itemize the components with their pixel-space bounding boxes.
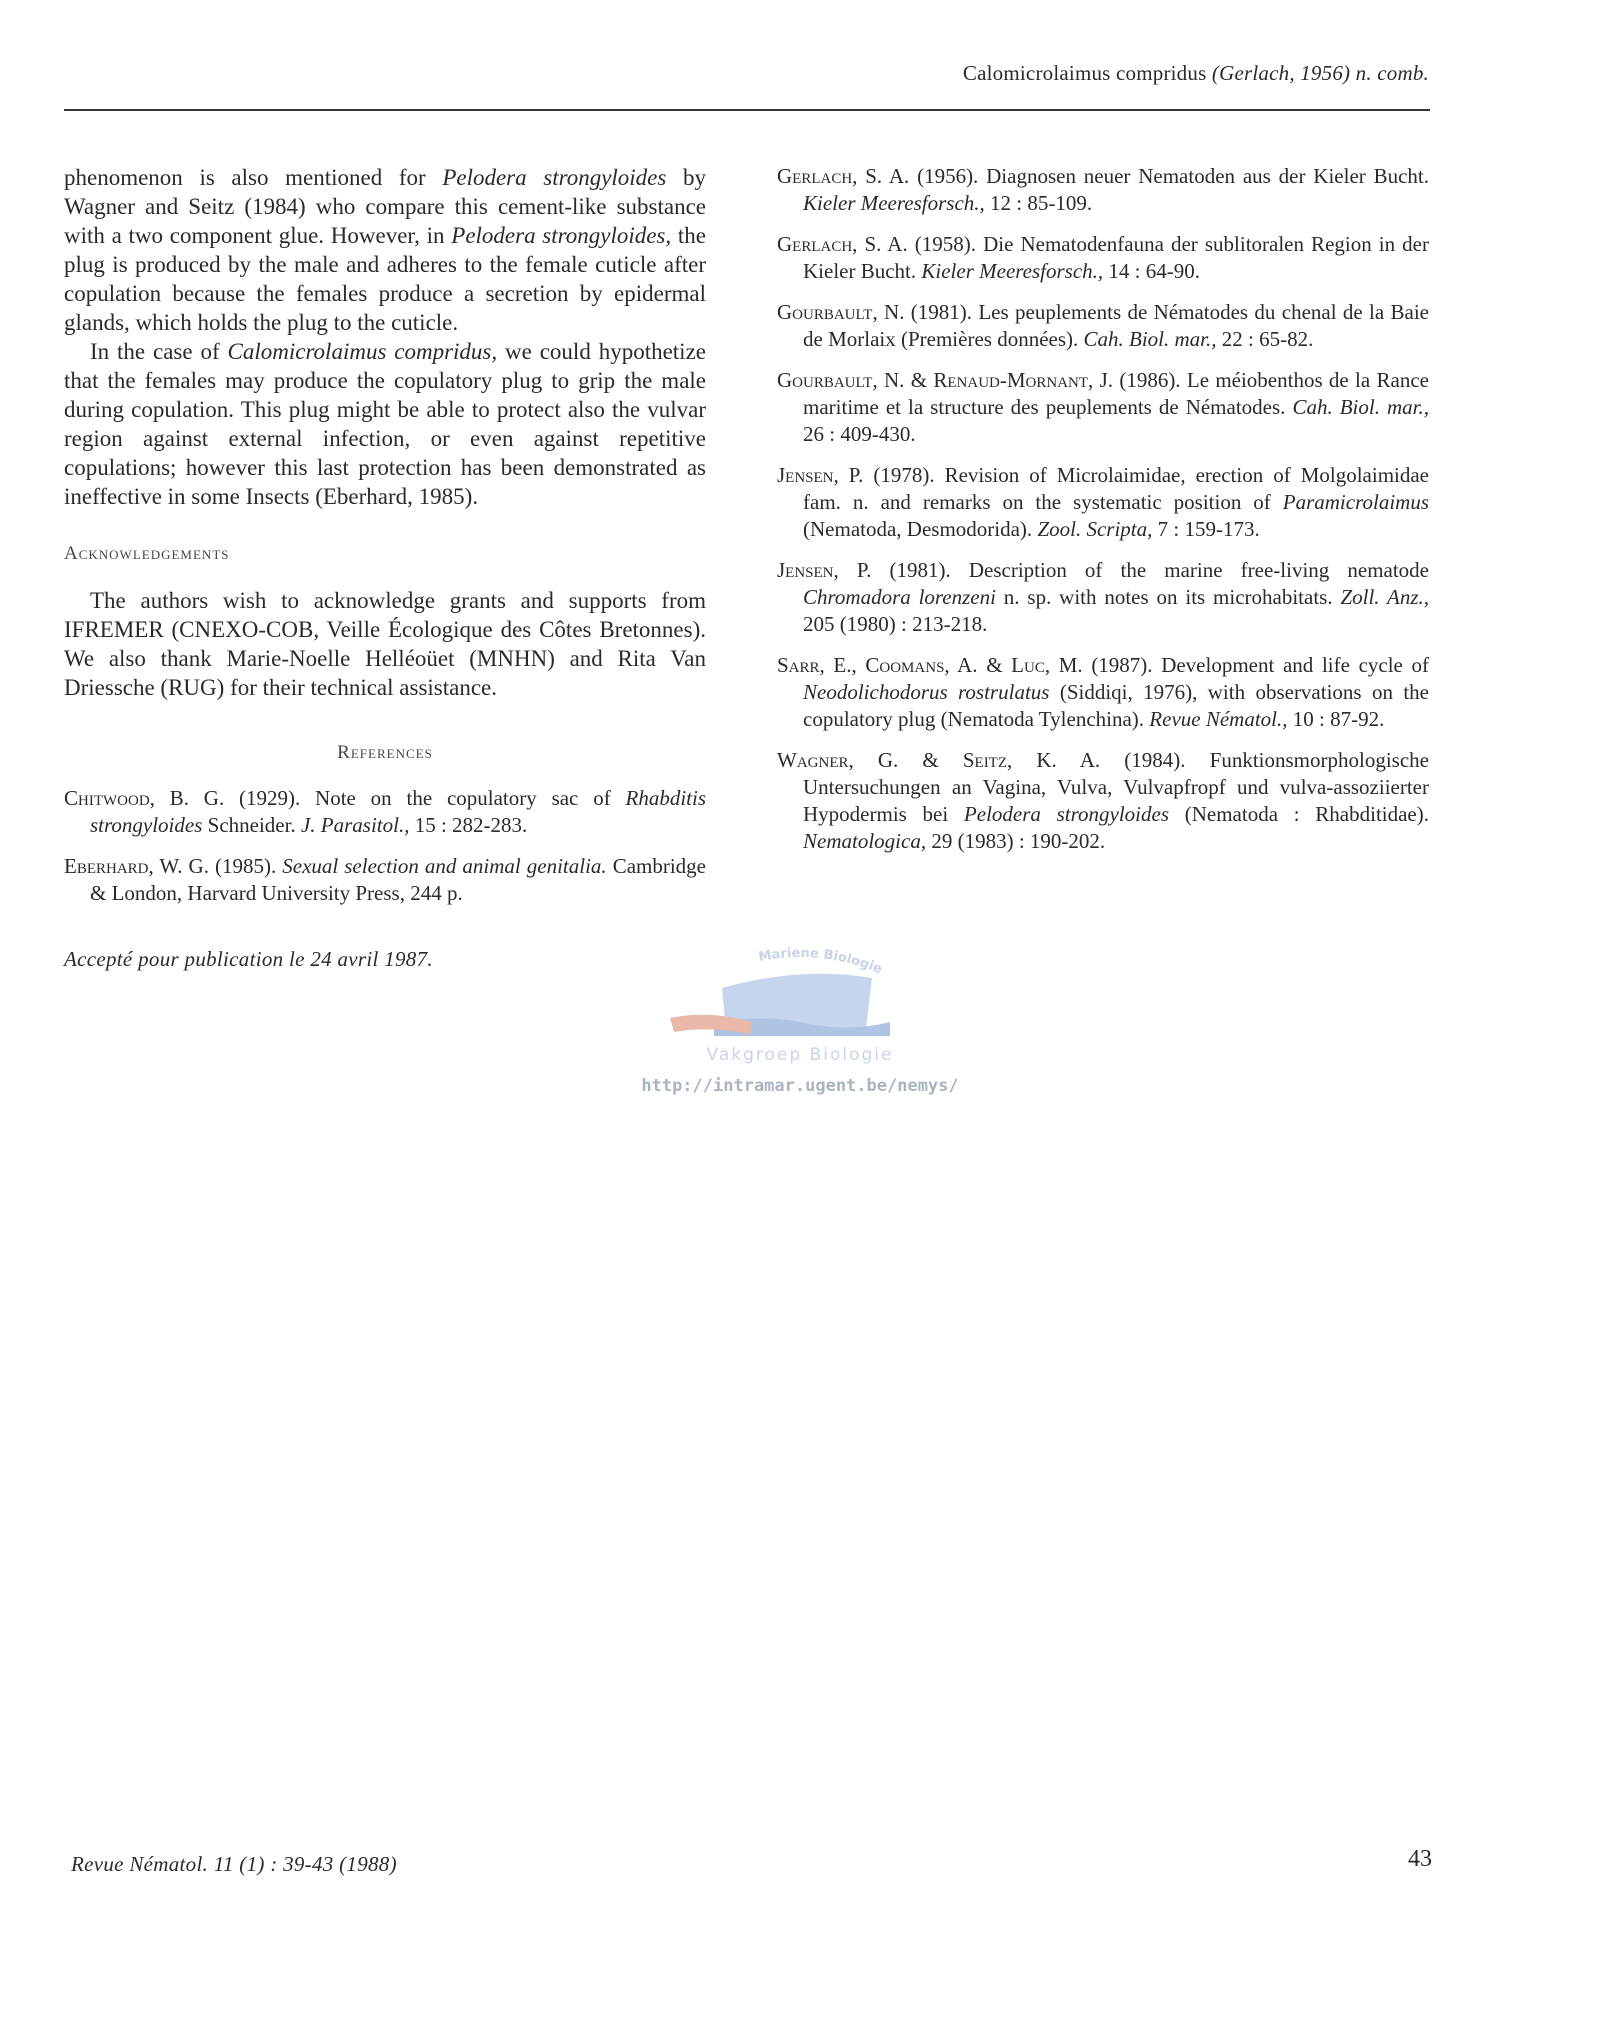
right-reference-list — [777, 163, 1429, 855]
text-run: (1984). Funktionsmorphologische Untersuchungen an Vagina, Vulva, Vulvapfropf und vulva-assoziierter Hypodermis bei — [803, 748, 1429, 826]
text-run: (1929). Note on the copulatory sac of — [224, 786, 626, 810]
text-run: (1985). — [208, 854, 283, 878]
reference-entry — [777, 367, 1429, 448]
watermark — [640, 938, 960, 1108]
text-run: (1958). Die Nematodenfauna der sublitoralen Region in der Kieler Bucht. — [803, 232, 1429, 283]
species-name: Pelodera strongyloides, — [451, 223, 672, 248]
text-run: 14 : 64-90. — [1103, 259, 1200, 283]
reference-entry — [777, 163, 1429, 217]
text-run: 22 : 65-82. — [1216, 327, 1314, 351]
text-run: (1986). Le méiobenthos de la Rance maritime et la structure des peuplements de Nématodes. — [803, 368, 1429, 419]
text-run-italic: Cah. Biol. mar., — [1292, 395, 1429, 419]
text-run: phenomenon is also mentioned for — [64, 165, 443, 190]
acknowledgements-heading: Acknowledgements — [64, 543, 230, 564]
reference-author: Gourbault, N. — [777, 300, 905, 324]
reference-entry — [64, 853, 706, 907]
text-run: 205 (1980) : 213-218. — [803, 612, 988, 636]
reference-author: Eberhard, W. G. — [64, 854, 209, 878]
text-run: 7 : 159-173. — [1152, 517, 1260, 541]
text-run: 12 : 85-109. — [984, 191, 1093, 215]
species-name: Calomicrolaimus compridus, — [227, 339, 498, 364]
reference-entry — [777, 462, 1429, 543]
text-run: (1956). Diagnosen neuer Nematoden aus der Kieler Bucht. — [909, 164, 1429, 188]
text-run-italic: Kieler Meeresforsch., — [921, 259, 1104, 283]
acknowledgements-text: The authors wish to acknowledge grants and supports from IFREMER (CNEXO-COB, Veille Écologique des Côtes Bretonnes). We also thank Marie-Noelle Helléoüet (MNHN) and Rita Van Driessche (RUG) for their technical assistance. — [64, 588, 706, 700]
text-run: Schneider. — [202, 813, 301, 837]
reference-entry — [777, 747, 1429, 855]
text-run: Cambridge & London, Harvard University Press, 244 p. — [90, 854, 706, 905]
text-run-italic: Nematologica, — [803, 829, 927, 853]
watermark-arc-text — [757, 946, 884, 977]
reference-author: Jensen, P. — [777, 463, 864, 487]
text-run-italic: Rhabditis strongyloides — [90, 786, 707, 837]
reference-author: Gerlach, S. A. — [777, 232, 908, 256]
text-run-italic: Sexual selection and animal genitalia. — [282, 854, 607, 878]
left-reference-list — [64, 785, 706, 907]
text-run: (Siddiqi, 1976), with observations on the copulatory plug (Nematoda Tylenchina). — [803, 680, 1429, 731]
header-rule — [64, 109, 1430, 111]
text-run-italic: Cah. Biol. mar., — [1083, 327, 1217, 351]
watermark-arc-label: Mariene Biologie — [757, 945, 885, 978]
acceptance-note: Accepté pour publication le 24 avril 1987. — [64, 947, 433, 971]
text-run-italic: Paramicrolaimus — [1282, 490, 1429, 514]
reference-author: Jensen, P. — [777, 558, 872, 582]
text-run: the plug is produced by the male and adheres to the female cuticle after copulation because the females produce a secretion by epidermal glands, which holds the plug to the cuticle. — [64, 223, 706, 335]
text-run: (Nematoda, Desmodorida). — [803, 517, 1038, 541]
reference-entry — [777, 299, 1429, 353]
reference-entry — [777, 231, 1429, 285]
reference-entry — [64, 785, 706, 839]
reference-author: Sarr, E., Coomans, A. & Luc, M. — [777, 653, 1083, 677]
reference-entry — [777, 557, 1429, 638]
right-column — [777, 163, 1429, 869]
text-run-italic: Zoll. Anz., — [1340, 585, 1429, 609]
text-run: 26 : 409-430. — [803, 422, 916, 446]
text-run: n. sp. with notes on its microhabitats. — [995, 585, 1341, 609]
text-run: we could hypothetize that the females may produce the copulatory plug to grip the male during copulation. This plug might be able to protect also the vulvar region against external infection, or even against repetitive copulations; however this last protection has been demonstrated as ineffective in some Insects (Eberhard, 1985). — [64, 339, 706, 509]
watermark-url: http://intramar.ugent.be/nemys/ — [641, 1076, 959, 1096]
text-run-italic: Chromadora lorenzeni — [803, 585, 996, 609]
text-run: (Nematoda : Rhabditidae). — [1169, 802, 1429, 826]
text-run-italic: Neodolichodorus rostrulatus — [803, 680, 1050, 704]
text-run: (1981). Les peuplements de Nématodes du chenal de la Baie de Morlaix (Premières données). — [803, 300, 1429, 351]
text-run-italic: Pelodera strongyloides — [963, 802, 1169, 826]
reference-entry — [777, 652, 1429, 733]
text-run: 10 : 87-92. — [1287, 707, 1385, 731]
text-run: (1987). Development and life cycle of — [1082, 653, 1430, 677]
text-run: (1978). Revision of Microlaimidae, erection of Molgolaimidae fam. n. and remarks on the systematic position of — [803, 463, 1429, 514]
text-run: 15 : 282-283. — [409, 813, 528, 837]
text-run: by Wagner and Seitz (1984) who compare this cement-like substance with a two component glue. However, in — [64, 165, 706, 248]
text-run: 29 (1983) : 190-202. — [926, 829, 1106, 853]
text-run-italic: J. Parasitol., — [300, 813, 410, 837]
running-head-authority: (Gerlach, 1956) n. comb. — [1211, 61, 1429, 85]
reference-author: Gourbault, N. & Renaud-Mornant, J. — [777, 368, 1114, 392]
left-column — [64, 163, 706, 995]
text-run-italic: Kieler Meeresforsch., — [803, 191, 985, 215]
text-run: In the case of — [90, 339, 228, 364]
watermark-subtitle: Vakgroep Biologie — [706, 1045, 894, 1065]
reference-author: Chitwood, B. G. — [64, 786, 225, 810]
page-number: 43 — [1408, 1846, 1432, 1872]
species-name: Pelodera strongyloides — [442, 165, 667, 190]
text-run-italic: Revue Nématol., — [1149, 707, 1288, 731]
running-head-species: Calomicrolaimus compridus — [962, 61, 1207, 85]
reference-author: Wagner, G. & Seitz, K. A. — [777, 748, 1101, 772]
footer-citation: Revue Nématol. 11 (1) : 39-43 (1988) — [71, 1852, 397, 1876]
body-paragraph-2 — [64, 337, 706, 511]
references-heading: References — [337, 742, 433, 763]
body-paragraph-1 — [64, 163, 706, 337]
reference-author: Gerlach, S. A. — [777, 164, 910, 188]
text-run-italic: Zool. Scripta, — [1037, 517, 1153, 541]
watermark-logo-icon — [640, 938, 960, 1050]
text-run: (1981). Description of the marine free-living nematode — [871, 558, 1430, 582]
running-head — [963, 61, 1429, 86]
